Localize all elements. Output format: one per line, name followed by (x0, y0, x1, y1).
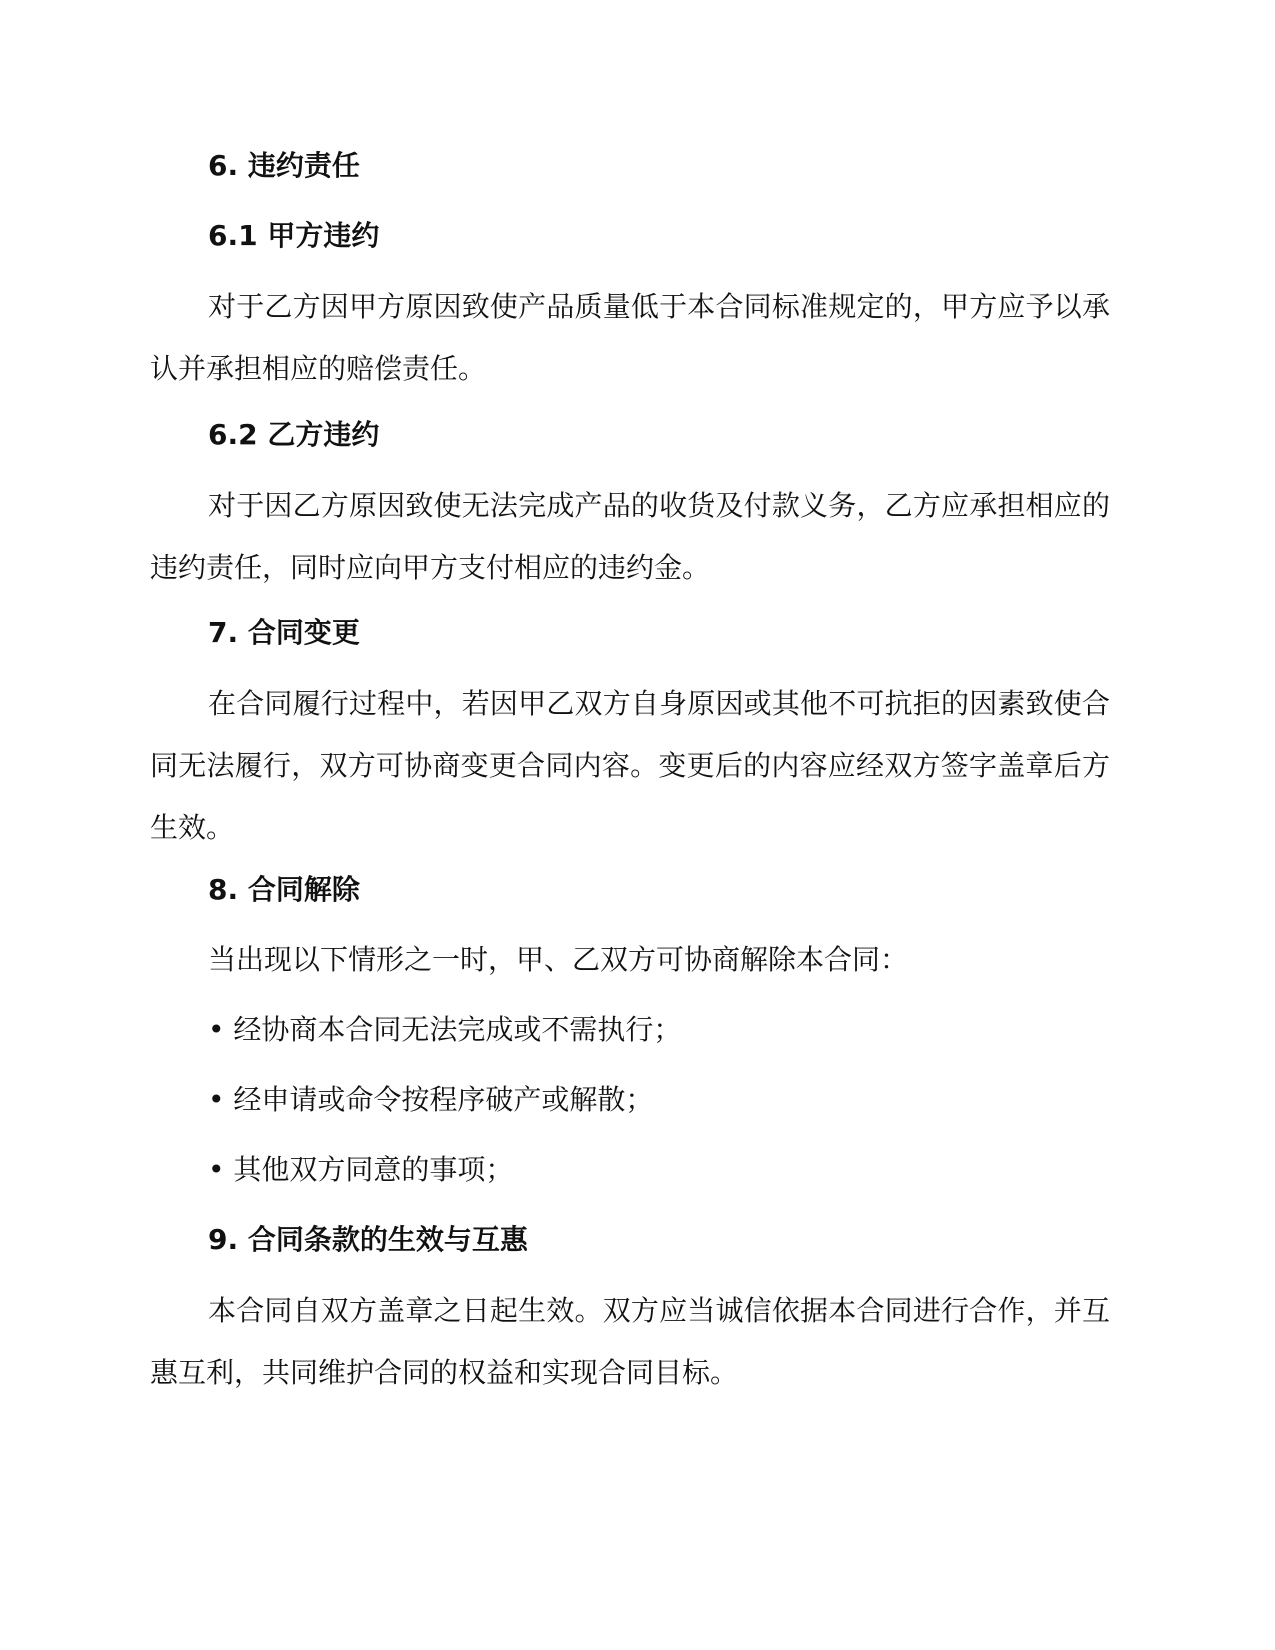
section-8-intro: 当出现以下情形之一时，甲、乙双方可协商解除本合同： (208, 943, 909, 976)
section-6-2-heading: 6.2 乙方违约 (208, 418, 380, 451)
section-9-heading: 9. 合同条款的生效与互惠 (208, 1223, 528, 1256)
section-8-heading: 8. 合同解除 (208, 873, 360, 906)
section-6-1-heading: 6.1 甲方违约 (208, 219, 380, 252)
section-6-2-body: 对于因乙方原因致使无法完成产品的收货及付款义务，乙方应承担相应的违约责任，同时应向甲方支付相应的违约金。 (150, 489, 1110, 584)
section-9-body: 本合同自双方盖章之日起生效。双方应当诚信依据本合同进行合作，并互惠互利，共同维护合同的权益和实现合同目标。 (150, 1294, 1110, 1389)
section-7-body: 在合同履行过程中，若因甲乙双方自身原因或其他不可抗拒的因素致使合同无法履行，双方可协商变更合同内容。变更后的内容应经双方签字盖章后方生效。 (150, 687, 1110, 844)
list-item: • 经申请或命令按程序破产或解散； (208, 1083, 654, 1116)
section-6-1-body: 对于乙方因甲方原因致使产品质量低于本合同标准规定的，甲方应予以承认并承担相应的赔偿责任。 (150, 290, 1110, 385)
section-7-heading: 7. 合同变更 (208, 616, 360, 649)
list-item: • 其他双方同意的事项； (208, 1153, 514, 1186)
section-6-heading: 6. 违约责任 (208, 149, 360, 182)
list-item: • 经协商本合同无法完成或不需执行； (208, 1013, 682, 1046)
